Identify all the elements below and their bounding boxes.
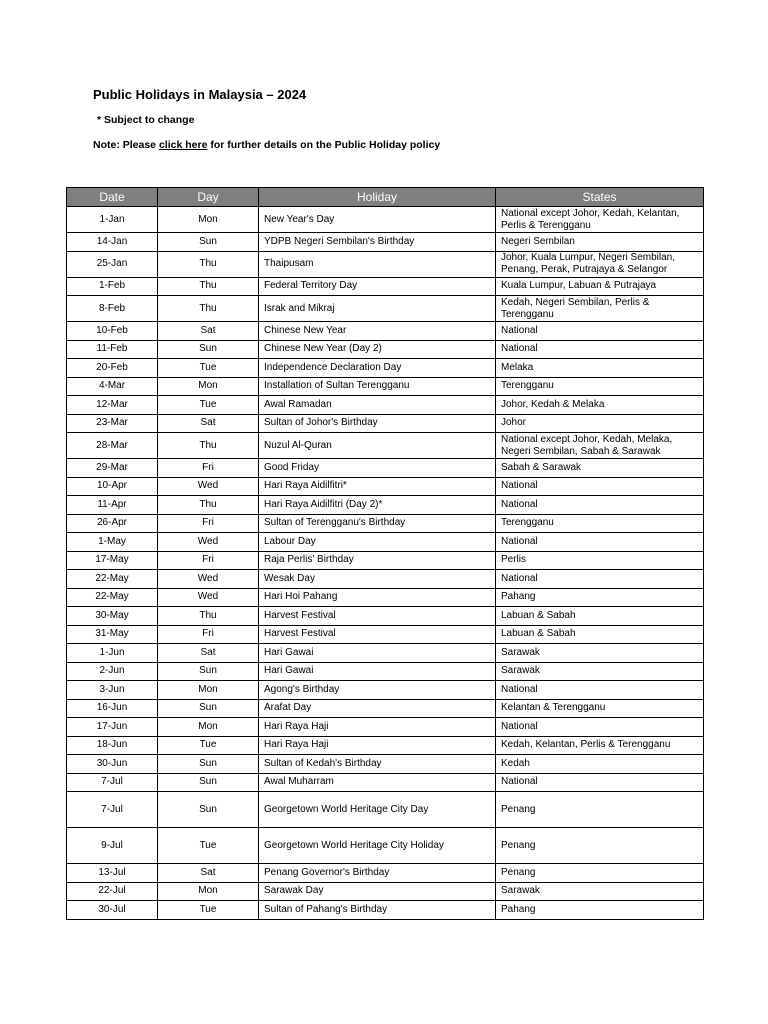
holiday-cell: Harvest Festival xyxy=(259,625,496,644)
date-cell: 17-Jun xyxy=(67,718,158,737)
date-cell: 9-Jul xyxy=(67,828,158,864)
states-cell: National except Johor, Kedah, Melaka, Negeri Sembilan, Sabah & Sarawak xyxy=(496,433,704,459)
table-row xyxy=(67,882,704,901)
day-cell: Tue xyxy=(158,901,259,920)
states-cell: Terengganu xyxy=(496,514,704,533)
states-cell: National xyxy=(496,340,704,359)
day-cell: Tue xyxy=(158,396,259,415)
states-cell: National xyxy=(496,322,704,341)
day-cell: Wed xyxy=(158,588,259,607)
states-cell: Penang xyxy=(496,792,704,828)
holiday-cell: Hari Raya Aidilfitri (Day 2)* xyxy=(259,496,496,515)
date-cell: 22-May xyxy=(67,570,158,589)
holiday-cell: Arafat Day xyxy=(259,699,496,718)
table-row xyxy=(67,662,704,681)
table-header-row xyxy=(67,188,704,207)
date-cell: 10-Apr xyxy=(67,477,158,496)
click-here-link[interactable]: click here xyxy=(158,139,208,151)
table-row xyxy=(67,773,704,792)
table-row xyxy=(67,433,704,459)
states-cell: Kedah, Kelantan, Perlis & Terengganu xyxy=(496,736,704,755)
states-cell: Sarawak xyxy=(496,644,704,663)
holiday-cell: Hari Raya Aidilfitri* xyxy=(259,477,496,496)
date-cell: 30-Jun xyxy=(67,755,158,774)
table-row xyxy=(67,644,704,663)
table-row xyxy=(67,864,704,883)
day-cell: Wed xyxy=(158,477,259,496)
states-cell: Sarawak xyxy=(496,662,704,681)
holiday-cell: Hari Hoi Pahang xyxy=(259,588,496,607)
policy-note xyxy=(93,139,440,151)
date-cell: 11-Feb xyxy=(67,340,158,359)
day-cell: Mon xyxy=(158,377,259,396)
date-cell: 25-Jan xyxy=(67,251,158,277)
holiday-cell: Hari Raya Haji xyxy=(259,718,496,737)
table-row xyxy=(67,377,704,396)
states-cell: Sabah & Sarawak xyxy=(496,459,704,478)
table-row xyxy=(67,828,704,864)
date-cell: 17-May xyxy=(67,551,158,570)
table-row xyxy=(67,681,704,700)
states-cell: Johor xyxy=(496,414,704,433)
holiday-cell: Sultan of Kedah's Birthday xyxy=(259,755,496,774)
states-cell: Negeri Sembilan xyxy=(496,233,704,252)
subject-to-change-note: * Subject to change xyxy=(97,114,195,126)
date-cell: 16-Jun xyxy=(67,699,158,718)
date-cell: 7-Jul xyxy=(67,773,158,792)
table-row xyxy=(67,496,704,515)
date-cell: 12-Mar xyxy=(67,396,158,415)
column-header-date: Date xyxy=(67,188,158,207)
day-cell: Sun xyxy=(158,699,259,718)
date-cell: 14-Jan xyxy=(67,233,158,252)
page-title: Public Holidays in Malaysia – 2024 xyxy=(93,87,307,102)
day-cell: Thu xyxy=(158,251,259,277)
states-cell: National xyxy=(496,570,704,589)
day-cell: Fri xyxy=(158,551,259,570)
column-header-states: States xyxy=(496,188,704,207)
day-cell: Tue xyxy=(158,359,259,378)
table-row xyxy=(67,296,704,322)
holiday-cell: Independence Declaration Day xyxy=(259,359,496,378)
day-cell: Thu xyxy=(158,296,259,322)
table-row xyxy=(67,322,704,341)
day-cell: Sat xyxy=(158,414,259,433)
table-row xyxy=(67,718,704,737)
holiday-cell: YDPB Negeri Sembilan's Birthday xyxy=(259,233,496,252)
day-cell: Sat xyxy=(158,322,259,341)
states-cell: National xyxy=(496,681,704,700)
date-cell: 11-Apr xyxy=(67,496,158,515)
holiday-cell: New Year's Day xyxy=(259,207,496,233)
table-row xyxy=(67,414,704,433)
day-cell: Mon xyxy=(158,681,259,700)
states-cell: National xyxy=(496,496,704,515)
date-cell: 26-Apr xyxy=(67,514,158,533)
states-cell: National xyxy=(496,533,704,552)
states-cell: Labuan & Sabah xyxy=(496,625,704,644)
day-cell: Sat xyxy=(158,644,259,663)
table-row xyxy=(67,736,704,755)
holiday-cell: Federal Territory Day xyxy=(259,277,496,296)
table-row xyxy=(67,533,704,552)
states-cell: Melaka xyxy=(496,359,704,378)
states-cell: Penang xyxy=(496,864,704,883)
holiday-cell: Israk and Mikraj xyxy=(259,296,496,322)
states-cell: National xyxy=(496,773,704,792)
holiday-cell: Penang Governor's Birthday xyxy=(259,864,496,883)
states-cell: Penang xyxy=(496,828,704,864)
date-cell: 23-Mar xyxy=(67,414,158,433)
states-cell: Pahang xyxy=(496,901,704,920)
column-header-holiday: Holiday xyxy=(259,188,496,207)
date-cell: 22-May xyxy=(67,588,158,607)
holiday-cell: Installation of Sultan Terengganu xyxy=(259,377,496,396)
holiday-cell: Chinese New Year (Day 2) xyxy=(259,340,496,359)
day-cell: Mon xyxy=(158,718,259,737)
holiday-cell: Agong's Birthday xyxy=(259,681,496,700)
day-cell: Wed xyxy=(158,570,259,589)
day-cell: Thu xyxy=(158,277,259,296)
date-cell: 13-Jul xyxy=(67,864,158,883)
holiday-cell: Nuzul Al-Quran xyxy=(259,433,496,459)
table-row xyxy=(67,459,704,478)
states-cell: Johor, Kuala Lumpur, Negeri Sembilan, Penang, Perak, Putrajaya & Selangor xyxy=(496,251,704,277)
states-cell: National xyxy=(496,718,704,737)
holiday-cell: Sultan of Pahang's Birthday xyxy=(259,901,496,920)
day-cell: Tue xyxy=(158,736,259,755)
holiday-cell: Wesak Day xyxy=(259,570,496,589)
date-cell: 7-Jul xyxy=(67,792,158,828)
date-cell: 1-Jan xyxy=(67,207,158,233)
date-cell: 20-Feb xyxy=(67,359,158,378)
day-cell: Mon xyxy=(158,882,259,901)
table-row xyxy=(67,755,704,774)
holiday-cell: Sarawak Day xyxy=(259,882,496,901)
table-row xyxy=(67,625,704,644)
table-row xyxy=(67,396,704,415)
date-cell: 30-May xyxy=(67,607,158,626)
holiday-cell: Harvest Festival xyxy=(259,607,496,626)
states-cell: National xyxy=(496,477,704,496)
day-cell: Fri xyxy=(158,459,259,478)
states-cell: Labuan & Sabah xyxy=(496,607,704,626)
holiday-cell: Hari Gawai xyxy=(259,644,496,663)
states-cell: Sarawak xyxy=(496,882,704,901)
day-cell: Thu xyxy=(158,433,259,459)
table-row xyxy=(67,207,704,233)
holiday-cell: Hari Raya Haji xyxy=(259,736,496,755)
date-cell: 30-Jul xyxy=(67,901,158,920)
table-row xyxy=(67,588,704,607)
states-cell: Kedah xyxy=(496,755,704,774)
note-suffix: for further details on the Public Holiday policy xyxy=(207,139,441,151)
date-cell: 29-Mar xyxy=(67,459,158,478)
table-row xyxy=(67,359,704,378)
day-cell: Sun xyxy=(158,773,259,792)
day-cell: Wed xyxy=(158,533,259,552)
date-cell: 8-Feb xyxy=(67,296,158,322)
day-cell: Sat xyxy=(158,864,259,883)
day-cell: Sun xyxy=(158,792,259,828)
date-cell: 1-Feb xyxy=(67,277,158,296)
date-cell: 31-May xyxy=(67,625,158,644)
day-cell: Sun xyxy=(158,662,259,681)
states-cell: Terengganu xyxy=(496,377,704,396)
holiday-cell: Hari Gawai xyxy=(259,662,496,681)
date-cell: 1-May xyxy=(67,533,158,552)
holiday-cell: Labour Day xyxy=(259,533,496,552)
table-row xyxy=(67,233,704,252)
states-cell: Kelantan & Terengganu xyxy=(496,699,704,718)
table-row xyxy=(67,901,704,920)
date-cell: 22-Jul xyxy=(67,882,158,901)
table-row xyxy=(67,607,704,626)
day-cell: Tue xyxy=(158,828,259,864)
table-row xyxy=(67,477,704,496)
holiday-cell: Georgetown World Heritage City Day xyxy=(259,792,496,828)
day-cell: Mon xyxy=(158,207,259,233)
day-cell: Sun xyxy=(158,755,259,774)
day-cell: Sun xyxy=(158,233,259,252)
day-cell: Sun xyxy=(158,340,259,359)
table-row xyxy=(67,277,704,296)
table-row xyxy=(67,792,704,828)
table-row xyxy=(67,570,704,589)
day-cell: Fri xyxy=(158,625,259,644)
date-cell: 10-Feb xyxy=(67,322,158,341)
date-cell: 3-Jun xyxy=(67,681,158,700)
states-cell: Perlis xyxy=(496,551,704,570)
table-row xyxy=(67,251,704,277)
column-header-day: Day xyxy=(158,188,259,207)
states-cell: National except Johor, Kedah, Kelantan, Perlis & Terengganu xyxy=(496,207,704,233)
date-cell: 4-Mar xyxy=(67,377,158,396)
holiday-cell: Raja Perlis' Birthday xyxy=(259,551,496,570)
holiday-cell: Sultan of Terengganu's Birthday xyxy=(259,514,496,533)
table-row xyxy=(67,514,704,533)
table-row xyxy=(67,340,704,359)
states-cell: Kedah, Negeri Sembilan, Perlis & Terengganu xyxy=(496,296,704,322)
date-cell: 28-Mar xyxy=(67,433,158,459)
note-prefix: Note: Please xyxy=(93,139,159,151)
date-cell: 2-Jun xyxy=(67,662,158,681)
date-cell: 1-Jun xyxy=(67,644,158,663)
table-row xyxy=(67,551,704,570)
states-cell: Kuala Lumpur, Labuan & Putrajaya xyxy=(496,277,704,296)
holiday-cell: Awal Muharram xyxy=(259,773,496,792)
day-cell: Thu xyxy=(158,607,259,626)
holiday-cell: Chinese New Year xyxy=(259,322,496,341)
day-cell: Fri xyxy=(158,514,259,533)
holidays-table xyxy=(66,187,704,920)
holiday-cell: Good Friday xyxy=(259,459,496,478)
holiday-cell: Sultan of Johor's Birthday xyxy=(259,414,496,433)
date-cell: 18-Jun xyxy=(67,736,158,755)
day-cell: Thu xyxy=(158,496,259,515)
holiday-cell: Georgetown World Heritage City Holiday xyxy=(259,828,496,864)
holiday-cell: Awal Ramadan xyxy=(259,396,496,415)
holiday-cell: Thaipusam xyxy=(259,251,496,277)
table-row xyxy=(67,699,704,718)
states-cell: Pahang xyxy=(496,588,704,607)
states-cell: Johor, Kedah & Melaka xyxy=(496,396,704,415)
